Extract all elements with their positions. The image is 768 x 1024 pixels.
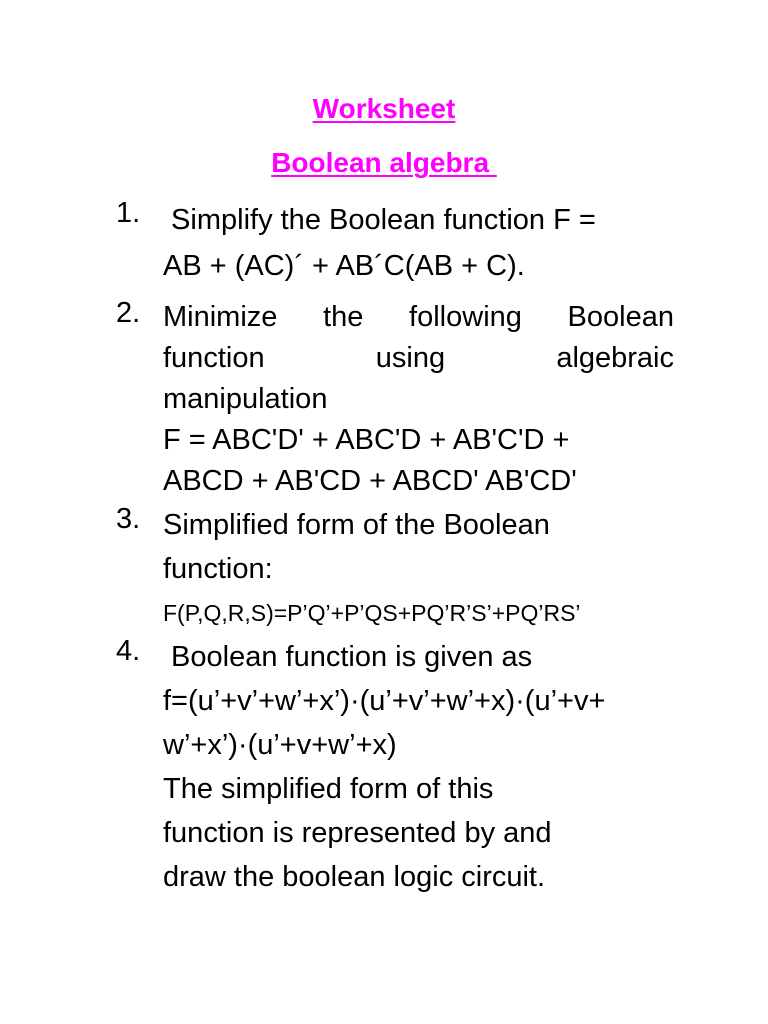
word: algebraic <box>556 342 674 374</box>
question-line-justified <box>163 297 674 338</box>
question-number: 3. <box>116 503 141 535</box>
question-line: Simplify the Boolean function F = <box>163 204 596 236</box>
question-line: Simplified form of the Boolean <box>163 509 550 541</box>
question-text <box>163 197 674 289</box>
question-line: ABCD + AB'CD + ABCD' AB'CD' <box>163 465 577 497</box>
word: the <box>323 301 364 333</box>
question-number: 2. <box>116 297 141 329</box>
question-line: draw the boolean logic circuit. <box>163 861 546 893</box>
question-text <box>163 297 674 502</box>
question-text <box>163 635 674 899</box>
question-formula: w’+x’)·(u’+v+w’+x) <box>163 729 397 761</box>
question-line: function is represented by and <box>163 817 552 849</box>
word: function <box>163 342 265 374</box>
question-line: AB + (AC)´ + AB´C(AB + C). <box>163 250 525 282</box>
question-line: function: <box>163 553 273 585</box>
worksheet-subtitle: Boolean algebra <box>271 147 497 178</box>
question-number: 1. <box>116 197 141 229</box>
word: Boolean <box>567 301 674 333</box>
word: using <box>375 342 446 374</box>
question-formula: F(P,Q,R,S)=P’Q’+P’QS+PQ’R’S’+PQ’RS’ <box>163 600 581 626</box>
question-number: 4. <box>116 635 141 667</box>
word: following <box>409 301 522 333</box>
question-line: manipulation <box>163 383 328 415</box>
worksheet-title: Worksheet <box>312 93 456 124</box>
question-line: Boolean function is given as <box>163 641 533 673</box>
question-line: F = ABC'D' + ABC'D + AB'C'D + <box>163 424 570 456</box>
question-text <box>163 503 674 635</box>
question-line: The simplified form of this <box>163 773 494 805</box>
word: Minimize <box>163 301 278 333</box>
question-line-justified <box>163 338 674 379</box>
question-formula: f=(u’+v’+w’+x’)·(u’+v’+w’+x)·(u’+v+ <box>163 685 606 717</box>
